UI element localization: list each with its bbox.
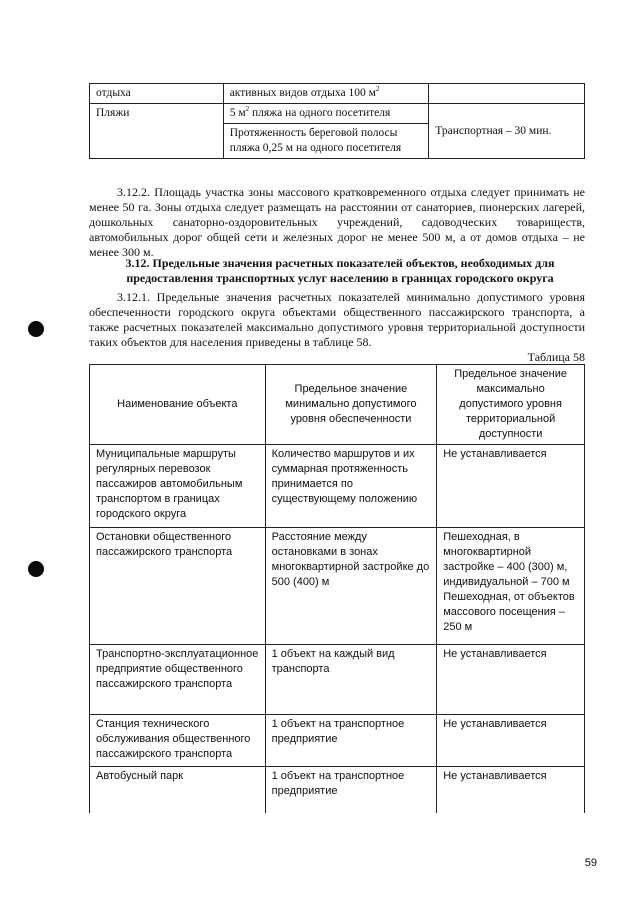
superscript: 2 xyxy=(375,85,380,94)
cell-text: Транспортная – 30 мин. xyxy=(435,124,552,137)
superscript: 2 xyxy=(245,105,250,114)
table-header-row xyxy=(90,365,585,445)
cell-text: активных видов отдыха 100 м xyxy=(229,87,376,99)
section-heading-3-12: 3.12. Предельные значения расчетных показателей объектов, необходимых для предоставления транспортных услуг населению в границах городского округа xyxy=(125,256,555,285)
cell-text: Протяженность береговой полосы пляжа 0,25 м на одного посетителя xyxy=(229,127,402,154)
table-cell xyxy=(223,124,429,159)
table-cell xyxy=(429,84,585,104)
table-cell: Муниципальные маршруты регулярных перевозок пассажиров автомобильным транспортом в границах городского округа xyxy=(90,445,266,528)
cell-text: Пешеходная, в многоквартирной застройке – 400 (300) м, индивидуальной – 700 м xyxy=(443,531,570,588)
table-cell: Расстояние между остановками в зонах многоквартирной застройке до 500 (400) м xyxy=(265,528,437,645)
table-cell xyxy=(223,84,429,104)
table-cell xyxy=(429,104,585,159)
header-cell: Предельное значение минимально допустимого уровня обеспеченности xyxy=(265,365,437,445)
table-row xyxy=(90,104,585,124)
table-cell xyxy=(223,104,429,124)
table-row xyxy=(90,84,585,104)
table-row xyxy=(90,715,585,767)
header-cell: Предельное значение максимально допустимого уровня территориальной доступности xyxy=(437,365,585,445)
cell-text: Пешеходная, от объектов массового посещения – 250 м xyxy=(443,591,575,633)
cell-text: 5 м xyxy=(229,107,246,119)
table-cell: Количество маршрутов и их суммарная протяженность принимается по существующему положению xyxy=(265,445,437,528)
table-caption: Таблица 58 xyxy=(527,350,585,364)
table-cell xyxy=(90,104,224,159)
table-cell: Автобусный парк xyxy=(90,767,266,813)
table-cell: Не устанавливается xyxy=(437,715,585,767)
page-number: 59 xyxy=(584,857,597,869)
cell-text: отдыха xyxy=(96,87,131,99)
table-cell: Транспортно-эксплуатационное предприятие общественного пассажирского транспорта xyxy=(90,645,266,715)
cell-text: пляжа на одного посетителя xyxy=(249,107,391,119)
table-cell: Станция технического обслуживания общественного пассажирского транспорта xyxy=(90,715,266,767)
table-cell: Не устанавливается xyxy=(437,445,585,528)
cell-text: Пляжи xyxy=(96,107,130,119)
paragraph-3-12-1: 3.12.1. Предельные значения расчетных показателей минимально допустимого уровня обеспеченности городского округа объектами общественного пассажирского транспорта, а также расчетных показателей максимально допустимого уровня территориальной доступности таких объектов для населения приведены в таблице 58. xyxy=(89,290,585,349)
table-row xyxy=(90,528,585,645)
table-cell: 1 объект на транспортное предприятие xyxy=(265,767,437,813)
paragraph-3-12-2: 3.12.2. Площадь участка зоны массового кратковременного отдыха следует принимать не менее 50 га. Зоны отдыха следует размещать на расстоянии от санаториев, пионерских лагерей, дошкольных санаторно-оздоровительных учреждений, садоводческих товариществ, автомобильных дорог общей сети и железных дорог не менее 500 м, а от домов отдыха – не менее 300 м. xyxy=(89,185,585,259)
table-row xyxy=(90,445,585,528)
table-cell: 1 объект на транспортное предприятие xyxy=(265,715,437,767)
binder-hole-upper xyxy=(28,321,44,337)
table-cell xyxy=(90,84,224,104)
binder-hole-lower xyxy=(28,561,44,577)
table-cell: Остановки общественного пассажирского транспорта xyxy=(90,528,266,645)
table-row xyxy=(90,767,585,813)
table-cell: 1 объект на каждый вид транспорта xyxy=(265,645,437,715)
table-cell xyxy=(437,528,585,645)
top-table xyxy=(89,83,585,159)
table-cell: Не устанавливается xyxy=(437,645,585,715)
header-cell: Наименование объекта xyxy=(90,365,266,445)
table-cell: Не устанавливается xyxy=(437,767,585,813)
table-58 xyxy=(89,364,585,813)
table-row xyxy=(90,645,585,715)
